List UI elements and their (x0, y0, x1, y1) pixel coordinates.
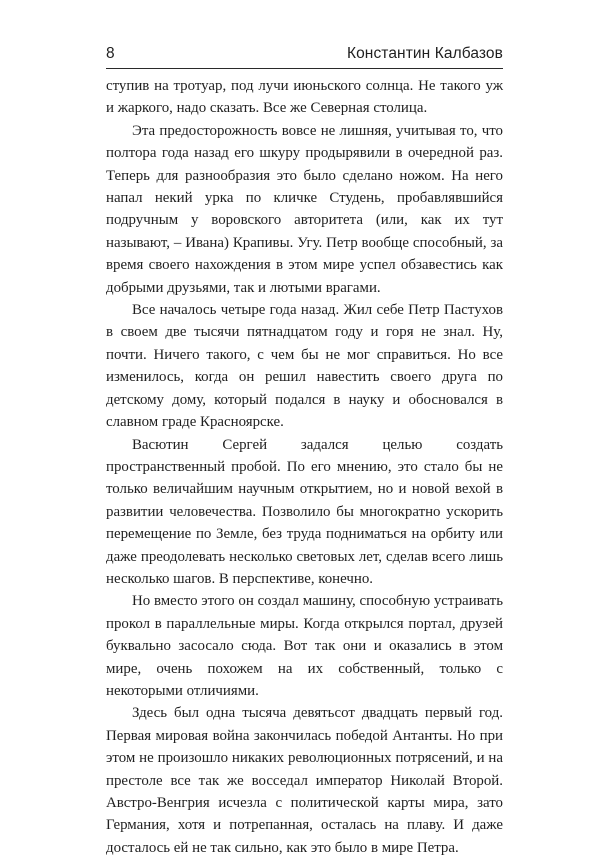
paragraph: Эта предосторожность вовсе не лишняя, учитывая то, что полтора года назад его шкуру продырявили в очередной раз. Теперь для разнообразия это было сделано ножом. На него напал некий урка по кличке Студень, пробавлявшийся подручным у воровского авторитета (или, как их тут называют, – Ивана) Крапивы. Угу. Петр вообще способный, за время своего нахождения в этом мире успел обзавестись как добрыми друзьями, так и лютыми врагами. (106, 122, 503, 296)
running-head-author: Константин Калбазов (346, 45, 503, 62)
paragraph: Все началось четыре года назад. Жил себе Петр Пастухов в своем две тысячи пятнадцатом году и горя не знал. Ну, почти. Ничего такого, с чем бы не мог справиться. Но все изменилось, когда он решил навестить своего друга по детскому дому, который подался в науку и обосновался в славном граде Красноярске. (106, 302, 503, 431)
paragraph: Васютин Сергей задался целью создать пространственный пробой. По его мнению, это стало бы не только величайшим научным открытием, но и новой вехой в развитии человечества. Позволило бы многократно ускорить перемещение по Земле, без труда подниматься на орбиту или даже преодолевать несколько световых лет, сделав всего лишь несколько шагов. В перспективе, конечно. (106, 436, 503, 587)
paragraph: ступив на тротуар, под лучи июньского солнца. Не такого уж и жаркого, надо сказать. Все же Северная столица. (106, 78, 503, 117)
body-text (106, 75, 503, 859)
page-number: 8 (106, 45, 115, 62)
paragraph: Но вместо этого он создал машину, способную устраивать прокол в параллельные миры. Когда открылся портал, друзей буквально засосало сюда. Вот так они и оказались в этом мире, очень похожем на их собственный, только с некоторыми отличиями. (106, 593, 503, 699)
page-header (106, 42, 503, 69)
paragraph: Здесь был одна тысяча девятьсот двадцать первый год. Первая мировая война закончилась победой Антанты. Но при этом не произошло никаких революционных потрясений, и на престоле все так же восседал император Николай Второй. Австро-Венгрия исчезла с политической карты мира, зато Германия, хотя и потрепанная, осталась на плаву. И даже досталось ей не так сильно, как это было в мире Петра. (106, 705, 503, 856)
